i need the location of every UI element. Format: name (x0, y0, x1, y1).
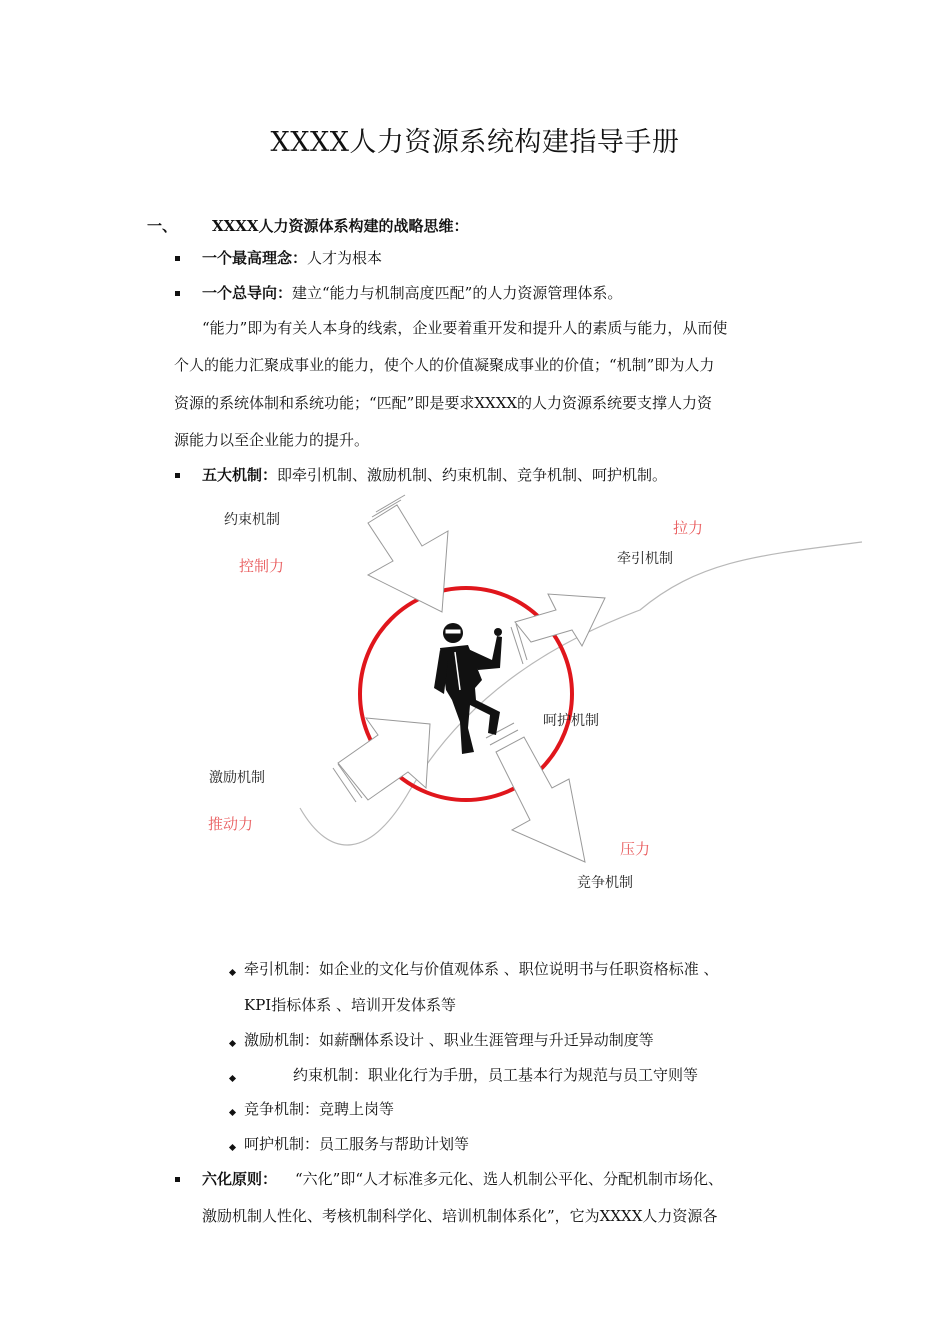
bullet-label: 一个最高理念： (202, 249, 308, 267)
square-bullet-icon (175, 1177, 180, 1182)
bullet-label: 一个总导向： (202, 284, 293, 302)
bullet-text: “六化”即“人才标准多元化、选人机制公平化、分配机制市场化、 (295, 1170, 724, 1188)
bullet-label: 五大机制： (202, 466, 278, 484)
section-heading: XXXX人力资源体系构建的战略思维： (212, 217, 469, 235)
paragraph-line: “能力”即为有关人本身的线索，企业要着重开发和提升人的素质与能力，从而使 (202, 319, 728, 337)
force-push: 推动力 (208, 815, 254, 833)
label-care-mechanism: 呵护机制 (543, 713, 599, 729)
flow-curve (300, 542, 862, 845)
label-constraint-mechanism: 约束机制 (224, 512, 280, 528)
document-title: XXXX人力资源系统构建指导手册 (270, 127, 680, 158)
paragraph-line: 资源的系统体制和系统功能；“匹配”即是要求XXXX的人力资源系统要支撑人力资 (174, 394, 713, 412)
bullet-text: 即牵引机制、激励机制、约束机制、竞争机制、呵护机制。 (277, 466, 668, 484)
mechanism-item: 牵引机制：如企业的文化与价值观体系 、职位说明书与任职资格标准 、 (244, 960, 719, 978)
bullet-label: 六化原则： (202, 1170, 278, 1188)
constraint-arrow (368, 495, 448, 612)
section-number: 一、 (147, 217, 178, 235)
mechanism-item: 约束机制：职业化行为手册，员工基本行为规范与员工守则等 (293, 1066, 699, 1084)
mechanism-item: 竞争机制：竞聘上岗等 (244, 1100, 395, 1118)
bullet-text: 建立“能力与机制高度匹配”的人力资源管理体系。 (292, 284, 623, 302)
bullet-text: 人才为根本 (307, 249, 383, 267)
six-principles-continued: 激励机制人性化、考核机制科学化、培训机制体系化”，它为XXXX人力资源各 (202, 1207, 718, 1225)
label-traction-mechanism: 牵引机制 (617, 551, 673, 567)
force-pressure: 压力 (620, 840, 651, 858)
paragraph-line: 源能力以至企业能力的提升。 (174, 431, 370, 449)
label-competition-mechanism: 竞争机制 (577, 875, 633, 891)
bullet-six-principles (202, 1172, 723, 1187)
mechanism-item: 呵护机制：员工服务与帮助计划等 (244, 1135, 470, 1153)
label-incentive-mechanism: 激励机制 (209, 770, 265, 786)
mechanism-item: 激励机制：如薪酬体系设计 、职业生涯管理与升迁异动制度等 (244, 1031, 654, 1049)
mechanism-item-continued: KPI指标体系 、培训开发体系等 (244, 996, 456, 1014)
force-pull: 拉力 (673, 519, 704, 537)
force-control: 控制力 (239, 557, 285, 575)
paragraph-line: 个人的能力汇聚成事业的能力，使个人的价值凝聚成事业的价值；“机制”即为人力 (174, 356, 715, 374)
